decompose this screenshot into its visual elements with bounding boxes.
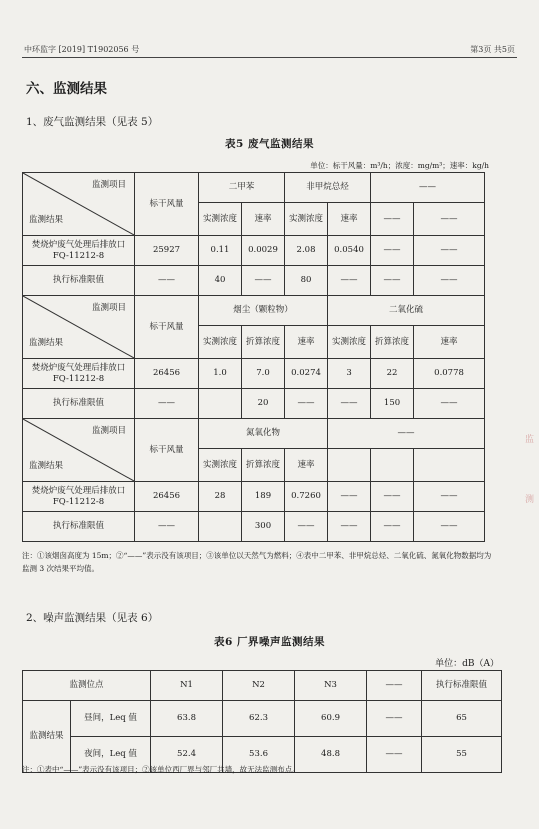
diag-top-label: 监测项目 <box>91 303 126 313</box>
table5-block3-header-row <box>23 419 485 449</box>
value-cell: 0.0029 <box>242 236 285 266</box>
converted-conc-header: 折算浓度 <box>242 326 285 359</box>
limit-cell: —— <box>328 512 371 542</box>
dash-cell: —— <box>135 266 199 296</box>
value-cell: 48.8 <box>295 737 367 773</box>
table5-diagonal-header-3 <box>23 419 135 482</box>
location-cell: 焚烧炉废气处理后排放口 FQ-11212-8 <box>23 482 135 512</box>
value-cell: 0.7260 <box>285 482 328 512</box>
diag-bottom-label: 监测结果 <box>29 461 64 472</box>
section-title: 六、监测结果 <box>26 81 107 97</box>
pollutant-header: —— <box>371 173 485 203</box>
pollutant-header: —— <box>328 419 485 449</box>
diag-bottom-label: 监测结果 <box>29 338 64 349</box>
value-cell: 7.0 <box>242 359 285 389</box>
dash-cell: —— <box>371 203 414 236</box>
limit-cell: —— <box>414 266 485 296</box>
flow-header: 标干风量 <box>135 173 199 236</box>
row-label: 夜间，Leq 值 <box>71 737 151 773</box>
header-rule <box>22 57 517 58</box>
measured-conc-header: 实测浓度 <box>199 203 242 236</box>
limit-cell: —— <box>328 266 371 296</box>
limit-cell: 20 <box>242 389 285 419</box>
empty-cell <box>199 512 242 542</box>
measured-conc-header: 实测浓度 <box>285 203 328 236</box>
value-cell: 55 <box>422 737 502 773</box>
table5-row <box>23 359 485 389</box>
value-cell: 3 <box>328 359 371 389</box>
limit-cell: —— <box>414 512 485 542</box>
limit-cell: —— <box>371 512 414 542</box>
value-cell: 63.8 <box>151 701 223 737</box>
table5-block1-header-row <box>23 173 485 203</box>
table5-limit-row <box>23 266 485 296</box>
limit-cell: —— <box>135 512 199 542</box>
value-cell: —— <box>367 701 422 737</box>
measured-conc-header: 实测浓度 <box>328 326 371 359</box>
table6-noise <box>22 670 502 773</box>
converted-conc-header: 折算浓度 <box>242 449 285 482</box>
pollutant-header: 二氧化硫 <box>328 296 485 326</box>
limit-cell: —— <box>328 389 371 419</box>
value-cell: 52.4 <box>151 737 223 773</box>
row-label: 昼间，Leq 值 <box>71 701 151 737</box>
n3-header: N3 <box>295 671 367 701</box>
subsection-noise-title: 2、噪声监测结果（见表 6） <box>26 612 159 624</box>
dash-header: —— <box>367 671 422 701</box>
value-cell: —— <box>414 236 485 266</box>
report-number: 中环监字 [2019] T1902056 号 <box>24 45 140 54</box>
page-number: 第3页 共5页 <box>470 45 515 54</box>
measured-conc-header: 实测浓度 <box>199 326 242 359</box>
table5-unit: 单位：标干风量：m³/h；浓度：mg/m³；速率：kg/h <box>310 161 489 170</box>
limit-cell: —— <box>285 512 328 542</box>
limit-cell: 80 <box>285 266 328 296</box>
flow-value: 26456 <box>135 482 199 512</box>
value-cell: —— <box>371 482 414 512</box>
diag-top-label: 监测项目 <box>91 180 126 190</box>
value-cell: 62.3 <box>223 701 295 737</box>
limit-cell: —— <box>414 389 485 419</box>
pollutant-header: 氮氧化物 <box>199 419 328 449</box>
table5-exhaust <box>22 172 485 542</box>
limit-label: 执行标准限值 <box>23 512 135 542</box>
table6-header-row <box>23 671 502 701</box>
rate-header: 速率 <box>414 326 485 359</box>
table5-diagonal-header-1 <box>23 173 135 236</box>
value-cell: 2.08 <box>285 236 328 266</box>
flow-header: 标干风量 <box>135 419 199 482</box>
limit-cell: —— <box>285 389 328 419</box>
rate-header: 速率 <box>242 203 285 236</box>
limit-cell: 300 <box>242 512 285 542</box>
empty-cell <box>414 449 485 482</box>
value-cell: 0.0274 <box>285 359 328 389</box>
location-cell: 焚烧炉废气处理后排放口 FQ-11212-8 <box>23 359 135 389</box>
converted-conc-header: 折算浓度 <box>371 326 414 359</box>
measured-conc-header: 实测浓度 <box>199 449 242 482</box>
empty-cell <box>328 449 371 482</box>
table5-block2-header-row <box>23 296 485 326</box>
pollutant-header: 烟尘（颗粒物） <box>199 296 328 326</box>
value-cell: —— <box>414 482 485 512</box>
table5-row <box>23 236 485 266</box>
value-cell: 0.11 <box>199 236 242 266</box>
table5-limit-row <box>23 389 485 419</box>
limit-header: 执行标准限值 <box>422 671 502 701</box>
n2-header: N2 <box>223 671 295 701</box>
rate-header: 速率 <box>285 326 328 359</box>
table5-diagonal-header-2 <box>23 296 135 359</box>
subsection-exhaust-title: 1、废气监测结果（见表 5） <box>26 116 159 128</box>
site-header: 监测位点 <box>23 671 151 701</box>
seal-stamp-fragment: 测 <box>525 495 535 505</box>
value-cell: 0.0778 <box>414 359 485 389</box>
value-cell: 65 <box>422 701 502 737</box>
table5-caption: 表5 废气监测结果 <box>225 138 314 150</box>
flow-value: 26456 <box>135 359 199 389</box>
diag-top-label: 监测项目 <box>91 426 126 436</box>
dash-cell: —— <box>414 203 485 236</box>
value-cell: 189 <box>242 482 285 512</box>
limit-cell: 40 <box>199 266 242 296</box>
empty-cell <box>199 389 242 419</box>
value-cell: 1.0 <box>199 359 242 389</box>
location-cell: 焚烧炉废气处理后排放口 FQ-11212-8 <box>23 236 135 266</box>
table5-limit-row <box>23 512 485 542</box>
value-cell: —— <box>371 236 414 266</box>
value-cell: 28 <box>199 482 242 512</box>
table-row <box>23 701 502 737</box>
limit-label: 执行标准限值 <box>23 266 135 296</box>
pollutant-header: 二甲苯 <box>199 173 285 203</box>
table6-unit: 单位：dB（A） <box>435 659 499 669</box>
value-cell: —— <box>328 482 371 512</box>
result-group-label: 监测结果 <box>23 701 71 773</box>
table5-row <box>23 482 485 512</box>
rate-header: 速率 <box>285 449 328 482</box>
value-cell: —— <box>367 737 422 773</box>
empty-cell <box>371 449 414 482</box>
limit-cell: 150 <box>371 389 414 419</box>
dash-cell: —— <box>135 389 199 419</box>
value-cell: 53.6 <box>223 737 295 773</box>
flow-header: 标干风量 <box>135 296 199 359</box>
limit-label: 执行标准限值 <box>23 389 135 419</box>
limit-cell: —— <box>242 266 285 296</box>
table6-caption: 表6 厂界噪声监测结果 <box>214 636 325 648</box>
value-cell: 22 <box>371 359 414 389</box>
flow-value: 25927 <box>135 236 199 266</box>
table5-note: 注：①该烟囱高度为 15m；②“——”表示没有该项目；③该单位以天然气为燃料；④表中二甲苯、非甲烷总烃、二氧化硫、氮氧化物数据均为监测 3 次结果平均值。 <box>22 551 492 574</box>
table6-note: 注：①表中“——”表示没有该项目；②该单位西厂界与邻厂共墙，故无法监测布点。 <box>22 765 300 774</box>
limit-cell: —— <box>371 266 414 296</box>
seal-stamp-fragment: 监 <box>525 435 535 445</box>
pollutant-header: 非甲烷总烃 <box>285 173 371 203</box>
diag-bottom-label: 监测结果 <box>29 215 64 226</box>
value-cell: 0.0540 <box>328 236 371 266</box>
n1-header: N1 <box>151 671 223 701</box>
rate-header: 速率 <box>328 203 371 236</box>
value-cell: 60.9 <box>295 701 367 737</box>
